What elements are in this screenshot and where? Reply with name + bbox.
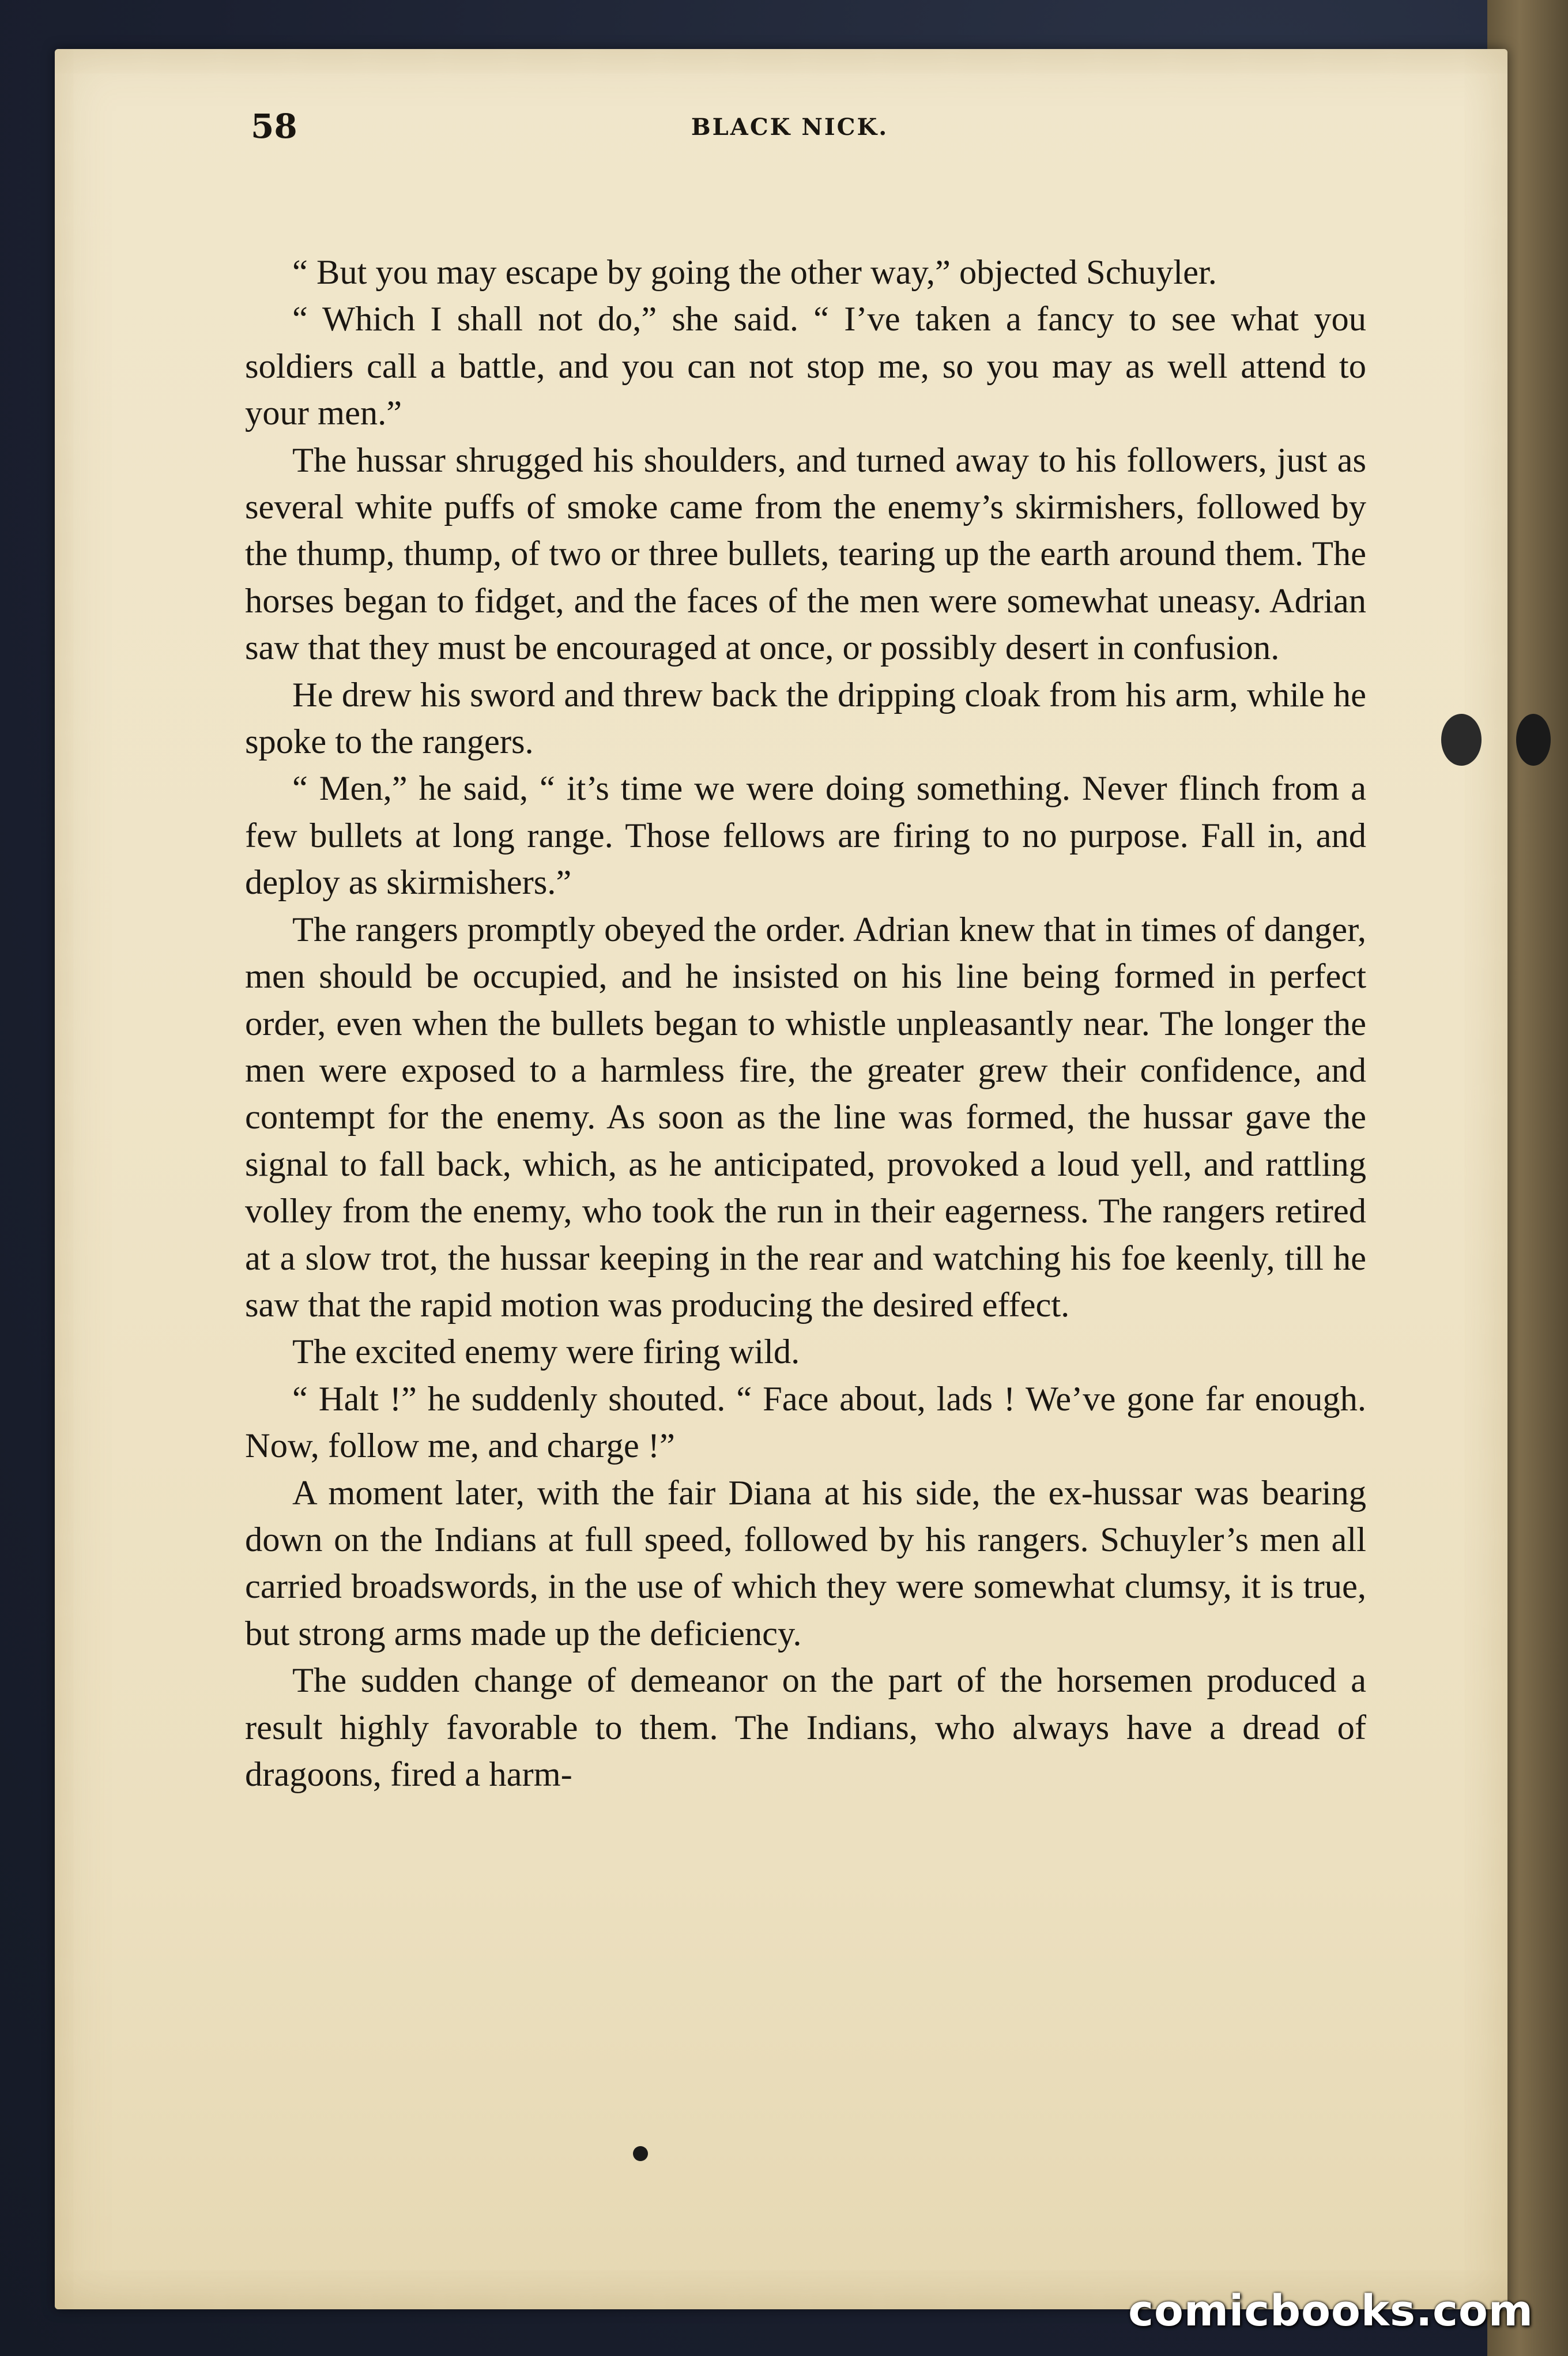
- paragraph: The hussar shrugged his shoulders, and turned away to his followers, just as several white puffs of smoke came from the enemy’s skirmishers, followed by the thump, thump, of two or three bullets, tearing up the earth around them. The horses began to fidget, and the faces of the men were somewhat uneasy. Adrian saw that they must be encouraged at once, or possibly desert in confusion.: [245, 441, 1366, 668]
- paragraph: He drew his sword and threw back the dripping cloak from his arm, while he spoke to the rangers.: [245, 675, 1366, 762]
- page-header: [196, 107, 1384, 176]
- page-hole: [1516, 714, 1551, 766]
- paragraph: A moment later, with the fair Diana at his side, the ex-hussar was bearing down on the Indians at full speed, followed by his rangers. Schuyler’s men all carried broadswords, in the use of which they were somewhat clumsy, it is true, but strong arms made up the deficiency.: [245, 1473, 1366, 1653]
- paragraph: The sudden change of demeanor on the part of the horsemen produced a result highly favorable to them. The Indians, who always have a dread of dragoons, fired a harm-: [245, 1661, 1366, 1794]
- paragraph: The rangers promptly obeyed the order. Adrian knew that in times of danger, men should be occupied, and he insisted on his line being formed in perfect order, even when the bullets began to whistle unpleasantly near. The longer the men were exposed to a harmless fire, the greater grew their confidence, and contempt for the enemy. As soon as the line was formed, the hussar gave the signal to fall back, which, as he anticipated, provoked a loud yell, and rattling volley from the enemy, who took the run in their eagerness. The rangers retired at a slow trot, the hussar keeping in the rear and watching his foe keenly, till he saw that the rapid motion was producing the desired effect.: [245, 910, 1366, 1324]
- paragraph: “ But you may escape by going the other way,” objected Schuyler.: [292, 253, 1217, 292]
- page-body: [245, 249, 1366, 1798]
- paragraph: “ Which I shall not do,” she said. “ I’ve taken a fancy to see what you soldiers call a battle, and you can not stop me, so you may as well attend to your men.”: [245, 300, 1366, 433]
- ink-blot: [633, 2146, 648, 2161]
- running-head: BLACK NICK.: [691, 114, 889, 141]
- page-hole: [1441, 714, 1482, 766]
- paragraph: “ Halt !” he suddenly shouted. “ Face about, lads ! We’ve gone far enough. Now, follow me, and charge !”: [245, 1379, 1366, 1466]
- paragraph: “ Men,” he said, “ it’s time we were doing something. Never flinch from a few bullets at long range. Those fellows are firing to no purpose. Fall in, and deploy as skirmishers.”: [245, 769, 1366, 902]
- paragraph: The excited enemy were firing wild.: [292, 1333, 800, 1372]
- page-number: 58: [251, 107, 297, 146]
- watermark: comicbooks.com: [1128, 2286, 1533, 2336]
